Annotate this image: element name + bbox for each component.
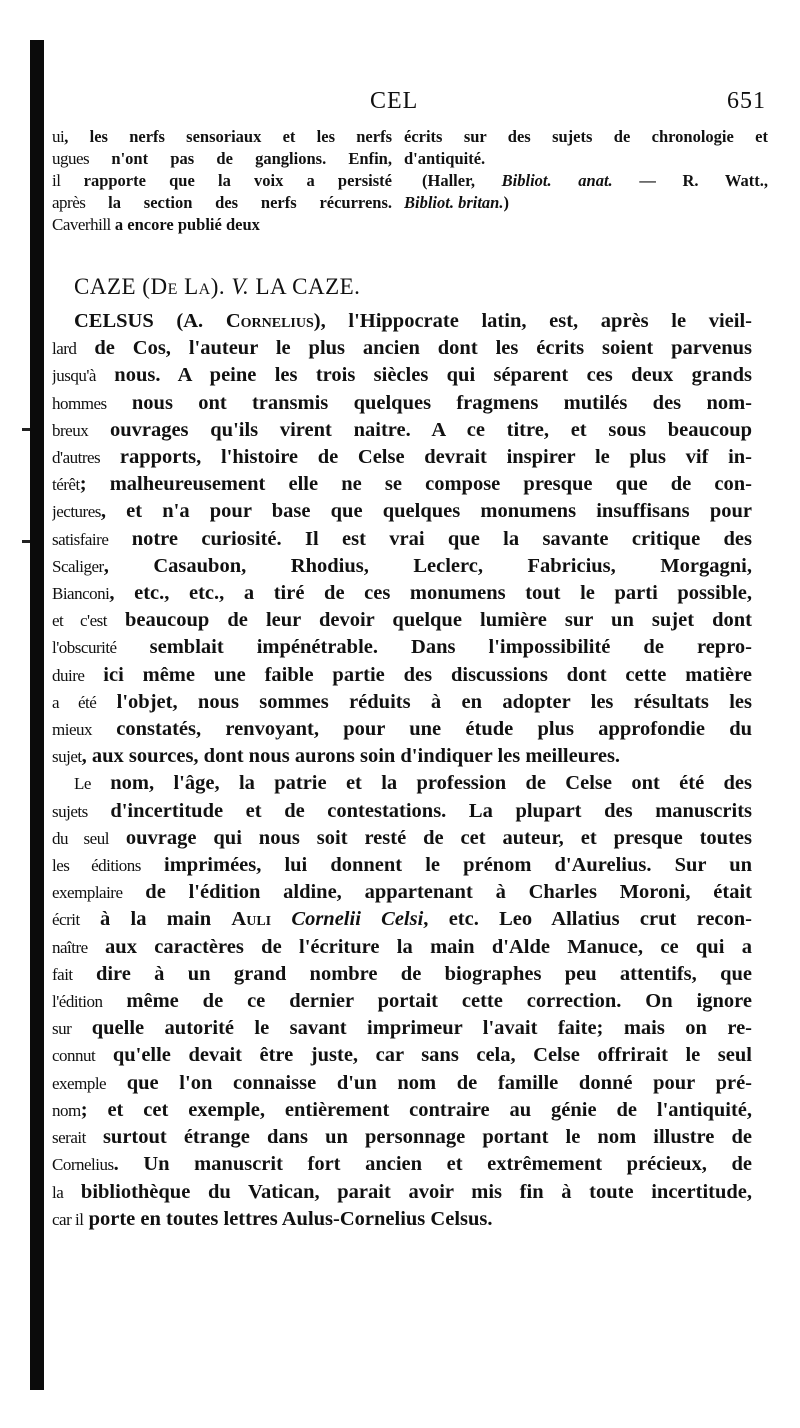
line-text: . Un manuscrit fort ancien et extrêmement précieux, de: [113, 1153, 752, 1176]
body-line: [52, 1151, 752, 1178]
line-text: même de ce dernier portait cette correction. On ignore: [102, 990, 752, 1013]
body-line: [52, 634, 752, 661]
body-line: [52, 471, 752, 498]
gutter-fragment: fait: [52, 964, 73, 984]
gutter-fragment: exemple: [52, 1073, 107, 1093]
body-line: [52, 906, 752, 933]
body-line: [52, 1206, 752, 1233]
gutter-fragment: jusqu'à: [52, 366, 96, 386]
right-column-line: [404, 148, 768, 170]
line-text: bibliothèque du Vatican, parait avoir mis fin à toute incertitude,: [63, 1180, 752, 1203]
entry-caze-particle: De La: [150, 274, 211, 299]
gutter-fragment: il: [52, 171, 61, 190]
body-line: [52, 1070, 752, 1097]
entry-celsus-heading: [52, 308, 752, 335]
line-text: dire à un grand nombre de biographes peu attentifs, que: [72, 962, 752, 985]
gutter-fragment: car il: [52, 1209, 84, 1229]
line-text: porte en toutes lettres Aulus-Cornelius Celsus.: [83, 1207, 493, 1230]
body-line: [52, 988, 752, 1015]
entry-caze-ref: LA CAZE.: [249, 274, 361, 299]
gutter-fragment: lard: [52, 339, 77, 359]
entry-caze: [74, 274, 360, 300]
gutter-fragment: térêt: [52, 475, 80, 495]
line-text: nous. A peine les trois siècles qui séparent ces deux grands: [95, 364, 752, 387]
left-column-line: [52, 148, 392, 170]
gutter-fragment: les éditions: [52, 856, 141, 876]
line-text: (Haller,: [422, 171, 502, 190]
gutter-fragment: hommes: [52, 393, 107, 413]
line-text: a encore publié deux: [110, 215, 260, 234]
line-text: écrits sur des sujets de chronologie et: [404, 127, 768, 146]
gutter-fragment: mieux: [52, 720, 92, 740]
margin-mark: [22, 428, 30, 431]
line-text: ouvrage qui nous soit resté de cet auteur, et presque toutes: [108, 826, 752, 849]
left-column-line: [52, 214, 392, 236]
entry-caze-name: CAZE (: [74, 274, 151, 299]
entry-celsus: [52, 308, 752, 1233]
small-caps-text: Auli: [231, 908, 272, 931]
body-line: [52, 689, 752, 716]
gutter-fragment: Cornelius: [52, 1155, 114, 1175]
line-text: de Cos, l'auteur le plus ancien dont les écrits soient parvenus: [76, 337, 752, 360]
entry-caze-close: ).: [210, 274, 232, 299]
line-text: ; et cet exemple, entièrement contraire au génie de l'antiquité,: [80, 1098, 752, 1121]
line-text: rapporte que la voix a persisté: [60, 171, 392, 190]
line-text: que l'on connaisse d'un nom de famille donné pour pré-: [106, 1071, 752, 1094]
line-text: l'objet, nous sommes réduits à en adopter les résultats les: [96, 690, 752, 713]
line-text: nom, l'âge, la patrie et la profession de Celse ont été des: [90, 772, 752, 795]
gutter-fragment: la: [52, 1182, 64, 1202]
gutter-fragment: jectures: [52, 502, 101, 522]
gutter-fragment: serait: [52, 1128, 86, 1148]
gutter-fragment: Le: [74, 774, 91, 794]
italic-text: Bibliot. anat.: [501, 171, 613, 190]
line-text: ; malheureusement elle ne se compose presque que de con-: [79, 473, 752, 496]
page-number: 651: [727, 88, 766, 114]
gutter-fragment: satisfaire: [52, 529, 109, 549]
line-text: imprimées, lui donnent le prénom d'Aurelius. Sur un: [140, 854, 752, 877]
line-text: , etc., etc., a tiré de ces monumens tout le parti possible,: [109, 582, 752, 605]
body-line: [52, 961, 752, 988]
italic-text: Bibliot. britan.: [404, 193, 504, 212]
body-line: [52, 335, 752, 362]
body-line: [52, 553, 752, 580]
gutter-fragment: Scaliger: [52, 556, 104, 576]
right-column-line: [404, 170, 768, 192]
body-line: [52, 1015, 752, 1042]
line-text: d'antiquité.: [404, 149, 486, 168]
line-text: quelle autorité le savant imprimeur l'avait faite; mais on re-: [71, 1017, 752, 1040]
line-text: rapports, l'histoire de Celse devrait inspirer le plus vif in-: [100, 446, 752, 469]
gutter-fragment: sujets: [52, 801, 88, 821]
body-line: [52, 852, 752, 879]
line-text: , etc. Leo Allatius crut recon-: [423, 908, 752, 931]
left-column-line: [52, 192, 392, 214]
line-text: qu'elle devait être juste, car sans cela, Celse offrirait le seul: [95, 1044, 752, 1067]
gutter-fragment: écrit: [52, 910, 80, 930]
body-line: [52, 1124, 752, 1151]
line-text: à la main: [79, 908, 232, 931]
gutter-fragment: a été: [52, 692, 97, 712]
line-text: constatés, renvoyant, pour une étude plus approfondie du: [92, 718, 752, 741]
gutter-fragment: exemplaire: [52, 883, 123, 903]
gutter-fragment: sujet: [52, 747, 82, 767]
right-column: [404, 126, 768, 214]
body-line: [52, 362, 752, 389]
line-text: , et n'a pour base que quelques monumens insuffisans pour: [100, 500, 752, 523]
body-line: [52, 390, 752, 417]
gutter-fragment: sur: [52, 1019, 72, 1039]
line-text: ouvrages qu'ils virent naitre. A ce titre, et sous beaucoup: [88, 418, 752, 441]
gutter-fragment: ugues: [52, 149, 90, 168]
body-line: [52, 417, 752, 444]
entry-caze-see: V.: [231, 274, 250, 299]
gutter-fragment: breux: [52, 420, 89, 440]
line-text: beaucoup de leur devoir quelque lumière sur un sujet dont: [106, 609, 752, 632]
line-text: n'ont pas de ganglions. Enfin,: [89, 149, 392, 168]
body-line: [52, 1179, 752, 1206]
italic-text: Cornelii Celsi: [271, 908, 424, 931]
body-line: [52, 607, 752, 634]
running-head: CEL: [370, 88, 419, 114]
page-header: [52, 88, 768, 118]
book-spine-shadow: [30, 40, 44, 1390]
gutter-fragment: ui: [52, 127, 65, 146]
line-text: — R. Watt.,: [612, 171, 768, 190]
gutter-fragment: duire: [52, 665, 85, 685]
line-text: notre curiosité. Il est vrai que la savante critique des: [108, 527, 752, 550]
left-column-line: [52, 126, 392, 148]
gutter-fragment: après: [52, 193, 86, 212]
two-column-section: [52, 126, 768, 244]
body-line: [52, 825, 752, 852]
gutter-fragment: nom: [52, 1100, 81, 1120]
gutter-fragment: connut: [52, 1046, 96, 1066]
body-line: [52, 580, 752, 607]
body-line: [52, 770, 752, 797]
left-column-line: [52, 170, 392, 192]
celsus-name: CELSUS (A.: [74, 310, 226, 332]
line-text: de l'édition aldine, appartenant à Charles Moroni, était: [122, 881, 752, 904]
right-column-line: [404, 192, 768, 214]
line-text: , Casaubon, Rhodius, Leclerc, Fabricius, Morgagni,: [103, 554, 752, 577]
line-text: semblait impénétrable. Dans l'impossibilité de repro-: [116, 636, 752, 659]
gutter-fragment: l'édition: [52, 992, 103, 1012]
line-text: surtout étrange dans un personnage portant le nom illustre de: [85, 1126, 752, 1149]
gutter-fragment: Bianconi: [52, 584, 110, 604]
body-line: [52, 526, 752, 553]
body-line: [52, 1097, 752, 1124]
body-line: [52, 716, 752, 743]
line-text: ici même une faible partie des discussions dont cette matière: [84, 663, 752, 686]
celsus-cornelius: Cornelius: [225, 310, 314, 332]
line-text: la section des nerfs récurrens.: [85, 193, 392, 212]
body-line: [52, 444, 752, 471]
body-line: [52, 798, 752, 825]
gutter-fragment: l'obscurité: [52, 638, 117, 658]
line-text: , aux sources, dont nous aurons soin d'indiquer les meilleures.: [81, 745, 621, 768]
gutter-fragment: et c'est: [52, 611, 107, 631]
line-text: d'incertitude et de contestations. La plupart des manuscrits: [87, 799, 752, 822]
body-line: [52, 1042, 752, 1069]
body-line: [52, 879, 752, 906]
margin-mark: [22, 540, 30, 543]
line-text: , les nerfs sensoriaux et les nerfs: [64, 127, 392, 146]
body-line: [52, 743, 752, 770]
left-column: [52, 126, 392, 236]
line-text: ): [503, 193, 509, 212]
line-text: nous ont transmis quelques fragmens mutilés des nom-: [106, 391, 752, 414]
line-text: aux caractères de l'écriture la main d'Alde Manuce, ce qui a: [87, 935, 752, 958]
celsus-heading-rest: ), l'Hippocrate latin, est, après le vieil-: [313, 310, 752, 332]
body-line: [52, 662, 752, 689]
gutter-fragment: naître: [52, 937, 88, 957]
gutter-fragment: du seul: [52, 828, 109, 848]
gutter-fragment: d'autres: [52, 448, 101, 468]
right-column-line: [404, 126, 768, 148]
body-line: [52, 498, 752, 525]
gutter-fragment: Caverhill: [52, 215, 111, 234]
body-line: [52, 934, 752, 961]
